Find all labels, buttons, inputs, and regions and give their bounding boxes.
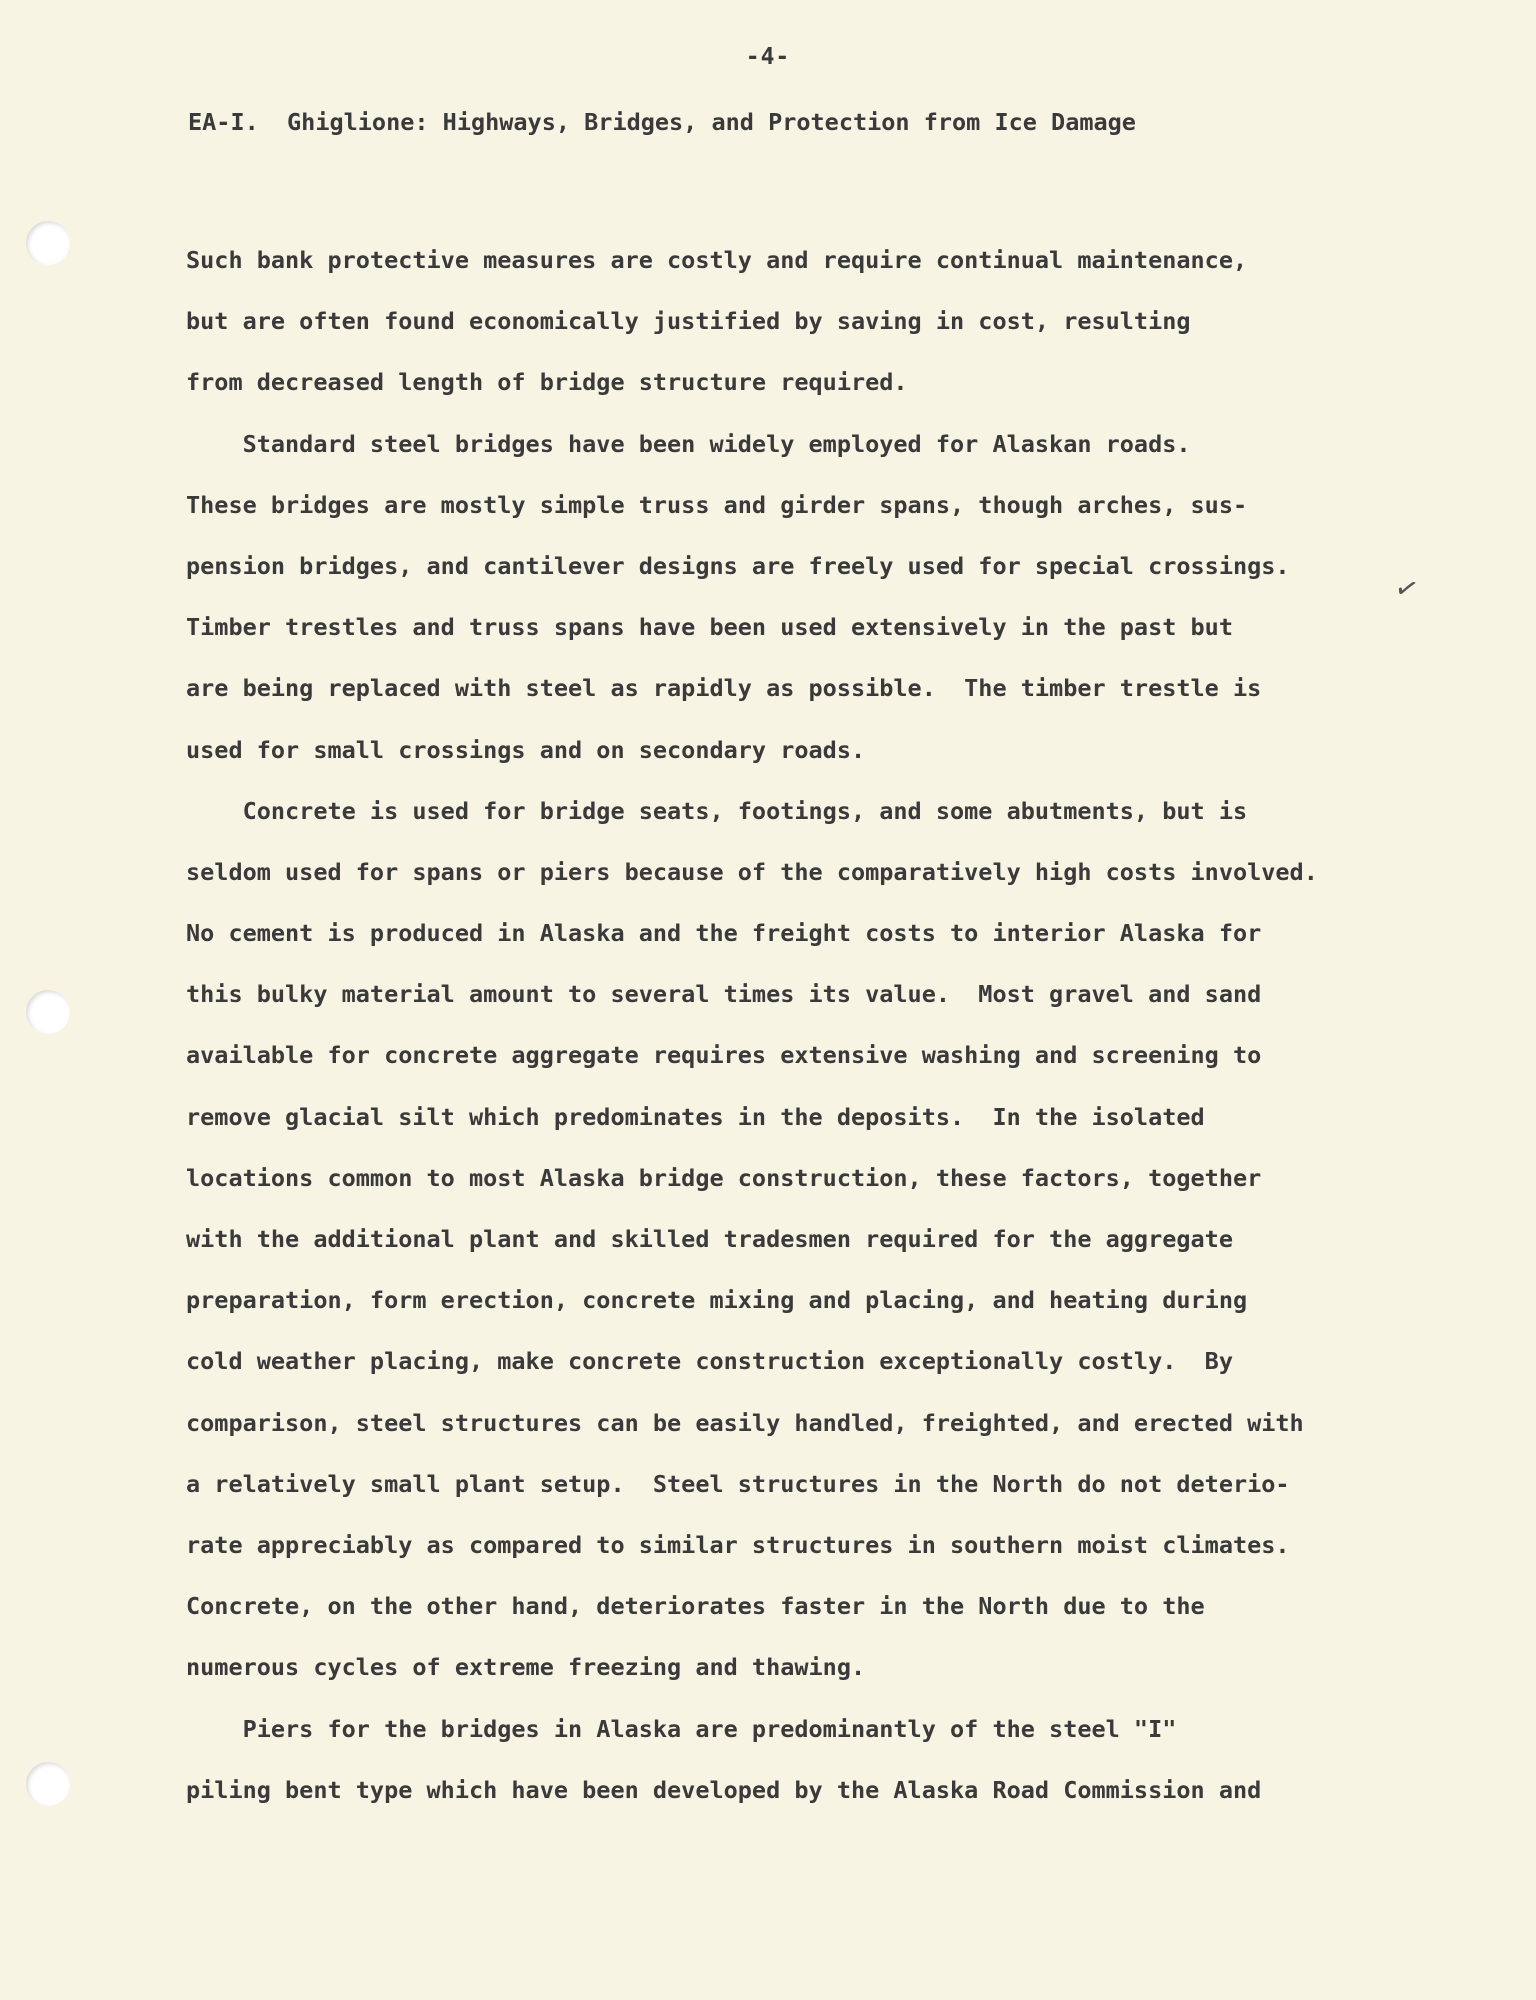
text-line: Such bank protective measures are costly and require continual maintenance, <box>186 246 1248 274</box>
check-mark-icon: ✓ <box>1391 569 1423 608</box>
text-line: but are often found economically justified by saving in cost, resulting <box>186 307 1191 336</box>
text-line: available for concrete aggregate requires extensive washing and screening to <box>186 1041 1262 1070</box>
text-line: cold weather placing, make concrete construction exceptionally costly. By <box>186 1347 1233 1376</box>
document-title: EA-I. Ghiglione: Highways, Bridges, and Protection from Ice Damage <box>188 108 1136 136</box>
text-line: pension bridges, and cantilever designs are freely used for special crossings. <box>186 551 1290 580</box>
text-line: No cement is produced in Alaska and the freight costs to interior Alaska for <box>186 919 1262 948</box>
text-line: from decreased length of bridge structure required. <box>186 368 908 397</box>
text-line: Piers for the bridges in Alaska are predominantly of the steel "I" <box>186 1714 1177 1743</box>
text-line: used for small crossings and on secondary roads. <box>186 735 866 764</box>
punch-hole <box>26 221 70 265</box>
text-line: rate appreciably as compared to similar structures in southern moist climates. <box>186 1530 1290 1559</box>
text-line: Timber trestles and truss spans have been used extensively in the past but <box>186 613 1233 642</box>
text-line: Standard steel bridges have been widely employed for Alaskan roads. <box>186 429 1191 458</box>
text-line: Concrete, on the other hand, deteriorates faster in the North due to the <box>186 1592 1205 1621</box>
punch-hole <box>26 1762 70 1806</box>
text-line: seldom used for spans or piers because of the comparatively high costs involved. <box>186 857 1318 886</box>
text-line: Concrete is used for bridge seats, footings, and some abutments, but is <box>186 796 1248 825</box>
text-line: locations common to most Alaska bridge construction, these factors, together <box>186 1163 1262 1192</box>
text-line: comparison, steel structures can be easily handled, freighted, and erected with <box>186 1408 1304 1437</box>
text-line: remove glacial silt which predominates in the deposits. In the isolated <box>186 1102 1205 1131</box>
text-line: with the additional plant and skilled tradesmen required for the aggregate <box>186 1225 1233 1253</box>
text-line: numerous cycles of extreme freezing and thawing. <box>186 1653 866 1682</box>
body-text <box>186 230 1406 1821</box>
text-line: piling bent type which have been developed by the Alaska Road Commission and <box>186 1775 1262 1804</box>
text-line: preparation, form erection, concrete mixing and placing, and heating during <box>186 1286 1248 1315</box>
punch-hole <box>26 990 70 1034</box>
page-number: -4- <box>745 44 791 70</box>
text-line: are being replaced with steel as rapidly as possible. The timber trestle is <box>186 674 1262 703</box>
text-line: These bridges are mostly simple truss and girder spans, though arches, sus- <box>186 490 1248 519</box>
text-line: this bulky material amount to several times its value. Most gravel and sand <box>186 980 1262 1009</box>
text-line: a relatively small plant setup. Steel structures in the North do not deterio- <box>186 1469 1290 1498</box>
